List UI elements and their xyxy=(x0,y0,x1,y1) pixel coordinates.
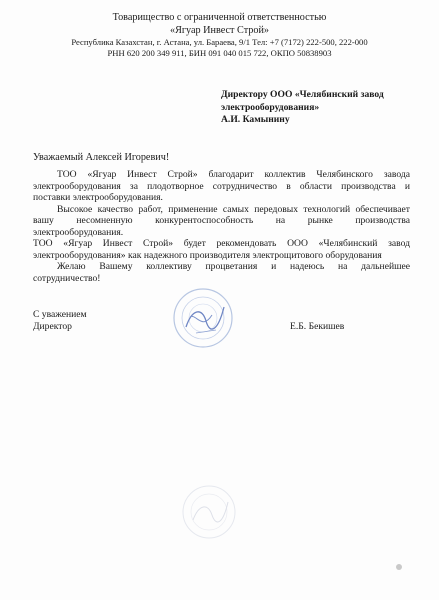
letterhead xyxy=(0,12,439,58)
closing-regards: С уважением xyxy=(33,309,87,320)
body-line: ТОО «Ягуар Инвест Строй» благодарит коллектив Челябинского завода xyxy=(57,169,410,180)
body-line: ТОО «Ягуар Инвест Строй» будет рекомендовать ООО «Челябинский завод xyxy=(33,238,410,249)
addressee-block xyxy=(221,89,384,127)
body-line: поставки электрооборудования. xyxy=(33,192,163,203)
addressee-line-1: Директору ООО «Челябинский завод xyxy=(221,89,384,100)
body-line: электрооборудования. xyxy=(33,226,124,238)
stamp-imprint-icon xyxy=(181,484,237,540)
body-line: сотрудничество! xyxy=(33,272,101,284)
body-line: Высокое качество работ, применение самых передовых технологий обеспечивает xyxy=(57,203,410,215)
letter-body xyxy=(33,169,410,284)
letterhead-company-name: «Ягуар Инвест Строй» xyxy=(169,24,269,36)
body-line: вашу несомненную конкурентоспособность на рынке производства xyxy=(33,215,410,226)
signer-name: Е.Б. Бекишев xyxy=(290,321,345,332)
greeting: Уважаемый Алексей Игоревич! xyxy=(33,152,170,163)
letterhead-registration: РНН 620 200 349 911, БИН 091 040 015 722, ОКПО 50838903 xyxy=(107,47,332,58)
letterhead-company-type: Товарищество с ограниченной ответственностью xyxy=(112,12,327,23)
ink-dot-icon xyxy=(392,560,406,574)
letterhead-address: Республика Казахстан, г. Астана, ул. Барaева, 9/1 Тел: +7 (7172) 222-500, 222-000 xyxy=(71,37,368,47)
addressee-line-2: электрооборудования» xyxy=(221,101,320,113)
closing-position: Директор xyxy=(33,321,72,332)
body-line: Желаю Вашему коллективу процветания и надеюсь на дальнейшее xyxy=(57,261,410,272)
stamp-seal-icon xyxy=(172,287,234,349)
body-line: электрооборудования» как надежного производителя электрощитового оборудования xyxy=(33,249,382,261)
body-line: электрооборудования за плодотворное сотрудничество в области производства и xyxy=(33,180,410,192)
addressee-line-3: А.И. Камынину xyxy=(221,114,290,125)
closing-block xyxy=(33,309,87,333)
